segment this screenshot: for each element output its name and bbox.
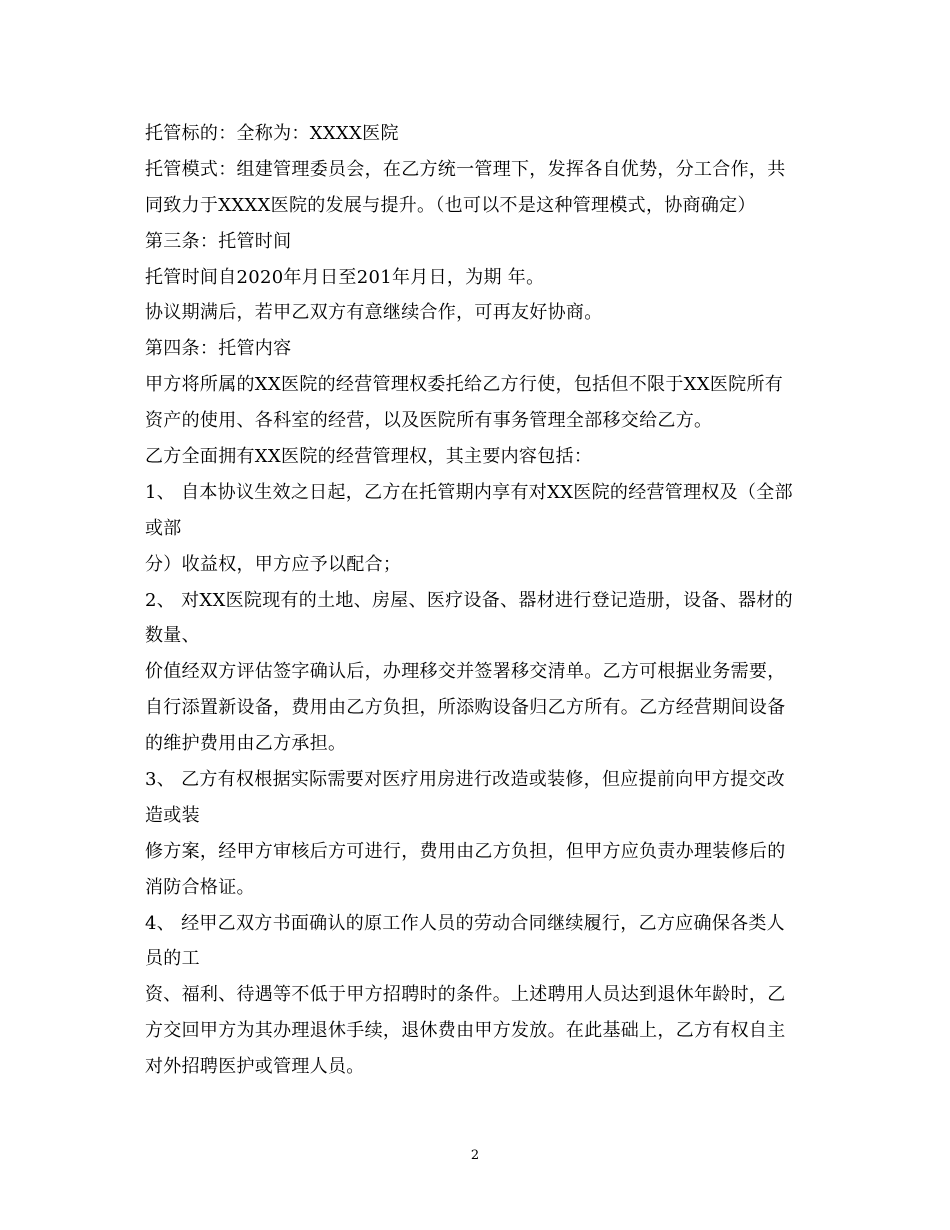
section-heading: 第四条：托管内容 (145, 338, 292, 360)
list-item-line: 或部 (145, 517, 182, 539)
text-line: 托管模式：组建管理委员会，在乙方统一管理下，发挥各自优势，分工合作，共 (145, 158, 786, 180)
list-item-line: 造或装 (145, 804, 200, 826)
list-item-line: 2、 对XX医院现有的土地、房屋、医疗设备、器材进行登记造册，设备、器材的 (145, 589, 793, 611)
list-item-line: 的维护费用由乙方承担。 (145, 733, 347, 755)
list-item-line: 方交回甲方为其办理退休手续，退休费由甲方发放。在此基础上，乙方有权自主 (145, 1020, 786, 1042)
text-line: 同致力于XXXX医院的发展与提升。（也可以不是这种管理模式，协商确定） (145, 194, 756, 216)
text-line: 协议期满后，若甲乙双方有意继续合作，可再友好协商。 (145, 302, 603, 324)
list-item-line: 数量、 (145, 625, 200, 647)
list-item-line: 3、 乙方有权根据实际需要对医疗用房进行改造或装修，但应提前向甲方提交改 (145, 769, 785, 791)
list-item-line: 修方案，经甲方审核后方可进行，费用由乙方负担，但甲方应负责办理装修后的 (145, 840, 786, 862)
section-heading: 第三条：托管时间 (145, 230, 292, 252)
list-item-line: 分）收益权，甲方应予以配合； (145, 553, 402, 575)
text-line: 乙方全面拥有XX医院的经营管理权，其主要内容包括： (145, 446, 593, 468)
list-item-line: 消防合格证。 (145, 876, 255, 898)
text-line: 托管标的：全称为：XXXX医院 (145, 123, 399, 144)
document-body (145, 116, 810, 1085)
text-line: 甲方将所属的XX医院的经营管理权委托给乙方行使，包括但不限于XX医院所有 (145, 374, 784, 396)
list-item-line: 自行添置新设备，费用由乙方负担，所添购设备归乙方所有。乙方经营期间设备 (145, 697, 786, 719)
text-line: 资产的使用、各科室的经营，以及医院所有事务管理全部移交给乙方。 (145, 410, 713, 432)
page-number: 2 (470, 1148, 480, 1163)
text-line: 托管时间自2020年月日至201年月日，为期 年。 (145, 266, 545, 288)
list-item-line: 资、福利、待遇等不低于甲方招聘时的条件。上述聘用人员达到退休年龄时，乙 (145, 984, 786, 1006)
list-item-line: 1、 自本协议生效之日起，乙方在托管期内享有对XX医院的经营管理权及（全部 (145, 481, 793, 503)
list-item-line: 价值经双方评估签字确认后，办理移交并签署移交清单。乙方可根据业务需要， (145, 661, 786, 683)
list-item-line: 4、 经甲乙双方书面确认的原工作人员的劳动合同继续履行，乙方应确保各类人 (145, 912, 785, 934)
list-item-line: 员的工 (145, 948, 200, 970)
list-item-line: 对外招聘医护或管理人员。 (145, 1056, 365, 1078)
